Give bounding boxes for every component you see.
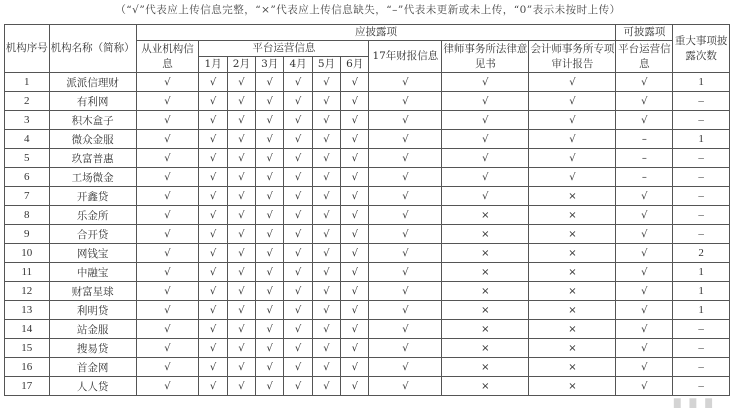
cell-status: √ bbox=[227, 225, 255, 244]
cell-inst-no: 15 bbox=[5, 339, 50, 358]
cell-status: √ bbox=[442, 92, 529, 111]
cell-status: √ bbox=[312, 73, 340, 92]
table-row bbox=[5, 73, 730, 92]
cell-status: √ bbox=[227, 301, 255, 320]
cell-status: √ bbox=[136, 111, 199, 130]
cell-status: √ bbox=[616, 187, 673, 206]
cell-status: √ bbox=[442, 149, 529, 168]
cell-status: – bbox=[673, 320, 730, 339]
cell-status: √ bbox=[284, 244, 312, 263]
cell-status: √ bbox=[256, 225, 284, 244]
cell-status: √ bbox=[199, 187, 227, 206]
table-row bbox=[5, 225, 730, 244]
cell-status: √ bbox=[616, 358, 673, 377]
cell-status: √ bbox=[199, 206, 227, 225]
cell-status: √ bbox=[369, 168, 442, 187]
cell-status: √ bbox=[616, 320, 673, 339]
cell-status: √ bbox=[312, 225, 340, 244]
cell-inst-no: 7 bbox=[5, 187, 50, 206]
cell-status: √ bbox=[341, 339, 369, 358]
cell-inst-name: 利明贷 bbox=[49, 301, 136, 320]
header-platform-ops: 平台运营信息 bbox=[199, 41, 369, 57]
table-row bbox=[5, 168, 730, 187]
cell-status: √ bbox=[341, 225, 369, 244]
cell-status: √ bbox=[199, 92, 227, 111]
cell-status: – bbox=[673, 377, 730, 396]
cell-status: √ bbox=[256, 358, 284, 377]
cell-status: √ bbox=[369, 225, 442, 244]
cell-status: × bbox=[442, 301, 529, 320]
cell-status: × bbox=[529, 320, 616, 339]
cell-status: √ bbox=[529, 149, 616, 168]
cell-status: √ bbox=[616, 244, 673, 263]
cell-status: √ bbox=[312, 377, 340, 396]
cell-status: √ bbox=[369, 320, 442, 339]
cell-status: √ bbox=[256, 130, 284, 149]
cell-status: √ bbox=[136, 187, 199, 206]
cell-status: √ bbox=[442, 187, 529, 206]
cell-status: × bbox=[442, 377, 529, 396]
cell-status: √ bbox=[312, 282, 340, 301]
cell-status: √ bbox=[256, 149, 284, 168]
cell-status: √ bbox=[369, 111, 442, 130]
cell-status: √ bbox=[341, 111, 369, 130]
cell-status: √ bbox=[256, 301, 284, 320]
cell-inst-name: 玖富普惠 bbox=[49, 149, 136, 168]
cell-inst-name: 合开贷 bbox=[49, 225, 136, 244]
cell-inst-name: 站金服 bbox=[49, 320, 136, 339]
table-row bbox=[5, 92, 730, 111]
cell-status: √ bbox=[227, 358, 255, 377]
table-row bbox=[5, 244, 730, 263]
cell-inst-no: 9 bbox=[5, 225, 50, 244]
cell-status: √ bbox=[256, 339, 284, 358]
cell-status: √ bbox=[616, 339, 673, 358]
cell-status: √ bbox=[136, 263, 199, 282]
cell-inst-name: 积木盒子 bbox=[49, 111, 136, 130]
cell-status: √ bbox=[369, 339, 442, 358]
cell-status: √ bbox=[227, 282, 255, 301]
cell-status: √ bbox=[369, 263, 442, 282]
header-inst-name: 机构名称（简称） bbox=[49, 25, 136, 73]
header-accounting: 会计师事务所专项审计报告 bbox=[529, 41, 616, 73]
cell-status: √ bbox=[256, 187, 284, 206]
cell-inst-no: 1 bbox=[5, 73, 50, 92]
cell-status: √ bbox=[284, 187, 312, 206]
cell-status: √ bbox=[136, 377, 199, 396]
cell-status: × bbox=[529, 377, 616, 396]
cell-status: √ bbox=[341, 149, 369, 168]
cell-status: √ bbox=[284, 111, 312, 130]
cell-status: √ bbox=[312, 320, 340, 339]
cell-status: × bbox=[529, 358, 616, 377]
cell-status: × bbox=[442, 263, 529, 282]
header-month: 1月 bbox=[199, 57, 227, 73]
cell-inst-name: 人人贷 bbox=[49, 377, 136, 396]
cell-status: √ bbox=[136, 130, 199, 149]
watermark: ∎∎∎ bbox=[670, 389, 718, 413]
cell-inst-no: 14 bbox=[5, 320, 50, 339]
cell-status: √ bbox=[284, 206, 312, 225]
cell-status: √ bbox=[312, 187, 340, 206]
header-lawyer: 律师事务所法律意见书 bbox=[442, 41, 529, 73]
cell-status: × bbox=[442, 320, 529, 339]
cell-status: √ bbox=[341, 377, 369, 396]
cell-status: √ bbox=[341, 206, 369, 225]
cell-status: √ bbox=[136, 225, 199, 244]
header-financial: 17年财报信息 bbox=[369, 41, 442, 73]
cell-status: √ bbox=[227, 149, 255, 168]
cell-status: √ bbox=[616, 282, 673, 301]
cell-inst-name: 中融宝 bbox=[49, 263, 136, 282]
cell-status: √ bbox=[256, 263, 284, 282]
table-row bbox=[5, 282, 730, 301]
cell-status: √ bbox=[616, 92, 673, 111]
cell-status: √ bbox=[341, 244, 369, 263]
cell-status: √ bbox=[442, 73, 529, 92]
cell-status: 1 bbox=[673, 130, 730, 149]
cell-status: √ bbox=[199, 244, 227, 263]
cell-status: √ bbox=[442, 130, 529, 149]
header-month: 3月 bbox=[256, 57, 284, 73]
cell-status: √ bbox=[199, 282, 227, 301]
cell-status: √ bbox=[284, 282, 312, 301]
cell-status: √ bbox=[284, 301, 312, 320]
table-row bbox=[5, 111, 730, 130]
table-row bbox=[5, 377, 730, 396]
table-body bbox=[5, 73, 730, 396]
cell-status: √ bbox=[256, 73, 284, 92]
cell-status: √ bbox=[341, 301, 369, 320]
cell-inst-no: 16 bbox=[5, 358, 50, 377]
cell-status: √ bbox=[284, 73, 312, 92]
cell-status: √ bbox=[199, 320, 227, 339]
cell-inst-no: 12 bbox=[5, 282, 50, 301]
cell-status: 1 bbox=[673, 301, 730, 320]
cell-status: √ bbox=[341, 263, 369, 282]
cell-inst-name: 工场微金 bbox=[49, 168, 136, 187]
cell-inst-name: 网钱宝 bbox=[49, 244, 136, 263]
cell-inst-no: 11 bbox=[5, 263, 50, 282]
cell-status: √ bbox=[199, 301, 227, 320]
cell-status: × bbox=[442, 339, 529, 358]
cell-status: √ bbox=[312, 358, 340, 377]
cell-status: √ bbox=[199, 168, 227, 187]
cell-status: √ bbox=[312, 149, 340, 168]
header-inst-no: 机构序号 bbox=[5, 25, 50, 73]
cell-status: √ bbox=[136, 358, 199, 377]
header-must-disclose: 应披露项 bbox=[136, 25, 616, 41]
cell-status: – bbox=[673, 225, 730, 244]
cell-status: √ bbox=[369, 358, 442, 377]
cell-status: √ bbox=[199, 73, 227, 92]
cell-status: √ bbox=[227, 73, 255, 92]
cell-status: – bbox=[673, 111, 730, 130]
cell-status: √ bbox=[256, 92, 284, 111]
cell-status: √ bbox=[341, 130, 369, 149]
cell-inst-no: 8 bbox=[5, 206, 50, 225]
header-major-events: 重大事项披露次数 bbox=[673, 25, 730, 73]
cell-status: √ bbox=[136, 244, 199, 263]
cell-status: √ bbox=[341, 282, 369, 301]
cell-status: √ bbox=[341, 168, 369, 187]
cell-status: 1 bbox=[673, 73, 730, 92]
table-row bbox=[5, 263, 730, 282]
header-optional-ops: 平台运营信息 bbox=[616, 41, 673, 73]
cell-status: – bbox=[673, 92, 730, 111]
cell-status: √ bbox=[369, 244, 442, 263]
cell-inst-no: 17 bbox=[5, 377, 50, 396]
cell-status: √ bbox=[199, 225, 227, 244]
cell-status: √ bbox=[312, 244, 340, 263]
cell-status: √ bbox=[136, 92, 199, 111]
cell-status: √ bbox=[284, 225, 312, 244]
cell-status: × bbox=[529, 225, 616, 244]
cell-status: √ bbox=[341, 73, 369, 92]
table-row bbox=[5, 206, 730, 225]
cell-status: √ bbox=[136, 282, 199, 301]
cell-status: √ bbox=[284, 168, 312, 187]
cell-status: – bbox=[616, 168, 673, 187]
cell-status: √ bbox=[312, 168, 340, 187]
cell-status: × bbox=[529, 206, 616, 225]
cell-status: √ bbox=[256, 168, 284, 187]
cell-status: √ bbox=[312, 339, 340, 358]
header-month: 6月 bbox=[341, 57, 369, 73]
cell-status: √ bbox=[284, 263, 312, 282]
cell-status: – bbox=[673, 187, 730, 206]
cell-status: √ bbox=[529, 92, 616, 111]
cell-status: √ bbox=[227, 168, 255, 187]
cell-status: √ bbox=[341, 92, 369, 111]
cell-inst-no: 10 bbox=[5, 244, 50, 263]
cell-status: √ bbox=[227, 111, 255, 130]
cell-status: √ bbox=[312, 206, 340, 225]
cell-status: 1 bbox=[673, 263, 730, 282]
cell-status: √ bbox=[616, 377, 673, 396]
cell-status: √ bbox=[312, 92, 340, 111]
cell-status: √ bbox=[256, 282, 284, 301]
cell-status: √ bbox=[312, 111, 340, 130]
cell-status: √ bbox=[227, 206, 255, 225]
cell-status: √ bbox=[136, 320, 199, 339]
cell-status: √ bbox=[227, 187, 255, 206]
cell-status: √ bbox=[136, 339, 199, 358]
cell-inst-no: 4 bbox=[5, 130, 50, 149]
table-row bbox=[5, 339, 730, 358]
cell-status: × bbox=[529, 263, 616, 282]
header-employees: 从业机构信息 bbox=[136, 41, 199, 73]
cell-inst-name: 乐金所 bbox=[49, 206, 136, 225]
cell-status: √ bbox=[199, 149, 227, 168]
cell-status: – bbox=[673, 168, 730, 187]
cell-status: √ bbox=[284, 149, 312, 168]
cell-status: × bbox=[529, 282, 616, 301]
cell-status: √ bbox=[341, 358, 369, 377]
cell-inst-name: 微众金服 bbox=[49, 130, 136, 149]
cell-status: √ bbox=[369, 73, 442, 92]
cell-status: √ bbox=[616, 73, 673, 92]
cell-status: √ bbox=[136, 206, 199, 225]
cell-status: √ bbox=[256, 244, 284, 263]
cell-status: √ bbox=[616, 225, 673, 244]
cell-status: √ bbox=[256, 377, 284, 396]
cell-status: × bbox=[442, 225, 529, 244]
cell-status: √ bbox=[369, 282, 442, 301]
table-row bbox=[5, 187, 730, 206]
cell-status: √ bbox=[284, 130, 312, 149]
cell-status: √ bbox=[369, 92, 442, 111]
cell-status: √ bbox=[442, 168, 529, 187]
cell-status: × bbox=[529, 187, 616, 206]
cell-status: × bbox=[442, 282, 529, 301]
cell-status: √ bbox=[369, 301, 442, 320]
cell-inst-no: 3 bbox=[5, 111, 50, 130]
cell-status: √ bbox=[442, 111, 529, 130]
cell-inst-no: 2 bbox=[5, 92, 50, 111]
cell-status: × bbox=[442, 358, 529, 377]
cell-status: √ bbox=[529, 111, 616, 130]
table-header bbox=[5, 25, 730, 73]
cell-status: √ bbox=[616, 111, 673, 130]
table-row bbox=[5, 320, 730, 339]
cell-status: √ bbox=[284, 92, 312, 111]
cell-status: √ bbox=[529, 73, 616, 92]
cell-status: √ bbox=[199, 130, 227, 149]
header-optional-disclose: 可披露项 bbox=[616, 25, 673, 41]
cell-inst-name: 派派信理财 bbox=[49, 73, 136, 92]
cell-status: – bbox=[673, 149, 730, 168]
cell-status: √ bbox=[616, 301, 673, 320]
cell-status: √ bbox=[529, 130, 616, 149]
cell-status: √ bbox=[136, 73, 199, 92]
cell-status: √ bbox=[312, 301, 340, 320]
cell-status: × bbox=[442, 244, 529, 263]
cell-status: √ bbox=[199, 339, 227, 358]
table-row bbox=[5, 301, 730, 320]
cell-inst-name: 搜易贷 bbox=[49, 339, 136, 358]
cell-status: √ bbox=[369, 149, 442, 168]
table-row bbox=[5, 149, 730, 168]
cell-status: √ bbox=[369, 187, 442, 206]
cell-inst-name: 有利网 bbox=[49, 92, 136, 111]
cell-status: √ bbox=[529, 168, 616, 187]
cell-status: √ bbox=[284, 339, 312, 358]
cell-status: √ bbox=[227, 377, 255, 396]
cell-status: √ bbox=[616, 206, 673, 225]
legend-note: （“√”代表应上传信息完整，“×”代表应上传信息缺失，“–”代表未更新或未上传，“0”表示未按时上传） bbox=[115, 4, 621, 16]
cell-inst-name: 首金网 bbox=[49, 358, 136, 377]
cell-status: √ bbox=[341, 320, 369, 339]
cell-status: √ bbox=[227, 320, 255, 339]
cell-status: – bbox=[616, 149, 673, 168]
cell-status: √ bbox=[136, 168, 199, 187]
header-month: 5月 bbox=[312, 57, 340, 73]
cell-status: √ bbox=[136, 149, 199, 168]
cell-status: 1 bbox=[673, 282, 730, 301]
cell-inst-no: 5 bbox=[5, 149, 50, 168]
table-row bbox=[5, 358, 730, 377]
cell-status: – bbox=[673, 358, 730, 377]
cell-status: 2 bbox=[673, 244, 730, 263]
cell-status: √ bbox=[199, 111, 227, 130]
header-month: 2月 bbox=[227, 57, 255, 73]
table-row bbox=[5, 130, 730, 149]
cell-status: – bbox=[616, 130, 673, 149]
header-month: 4月 bbox=[284, 57, 312, 73]
cell-status: × bbox=[529, 301, 616, 320]
cell-status: √ bbox=[227, 263, 255, 282]
cell-status: – bbox=[673, 206, 730, 225]
cell-inst-no: 13 bbox=[5, 301, 50, 320]
cell-inst-name: 开鑫贷 bbox=[49, 187, 136, 206]
cell-status: × bbox=[442, 206, 529, 225]
cell-status: √ bbox=[312, 263, 340, 282]
cell-status: √ bbox=[227, 244, 255, 263]
cell-status: √ bbox=[227, 130, 255, 149]
cell-status: √ bbox=[369, 206, 442, 225]
cell-status: √ bbox=[369, 377, 442, 396]
cell-status: √ bbox=[199, 358, 227, 377]
cell-status: √ bbox=[256, 111, 284, 130]
cell-status: √ bbox=[199, 377, 227, 396]
cell-status: √ bbox=[227, 339, 255, 358]
cell-status: √ bbox=[136, 301, 199, 320]
cell-status: √ bbox=[256, 320, 284, 339]
cell-status: √ bbox=[284, 320, 312, 339]
cell-status: √ bbox=[199, 263, 227, 282]
cell-status: – bbox=[673, 339, 730, 358]
disclosure-table bbox=[4, 24, 730, 396]
cell-status: √ bbox=[284, 377, 312, 396]
cell-inst-name: 财富星球 bbox=[49, 282, 136, 301]
cell-status: × bbox=[529, 244, 616, 263]
cell-status: √ bbox=[256, 206, 284, 225]
cell-status: √ bbox=[616, 263, 673, 282]
cell-inst-no: 6 bbox=[5, 168, 50, 187]
cell-status: √ bbox=[369, 130, 442, 149]
cell-status: √ bbox=[341, 187, 369, 206]
cell-status: √ bbox=[284, 358, 312, 377]
cell-status: √ bbox=[227, 92, 255, 111]
cell-status: × bbox=[529, 339, 616, 358]
cell-status: √ bbox=[312, 130, 340, 149]
